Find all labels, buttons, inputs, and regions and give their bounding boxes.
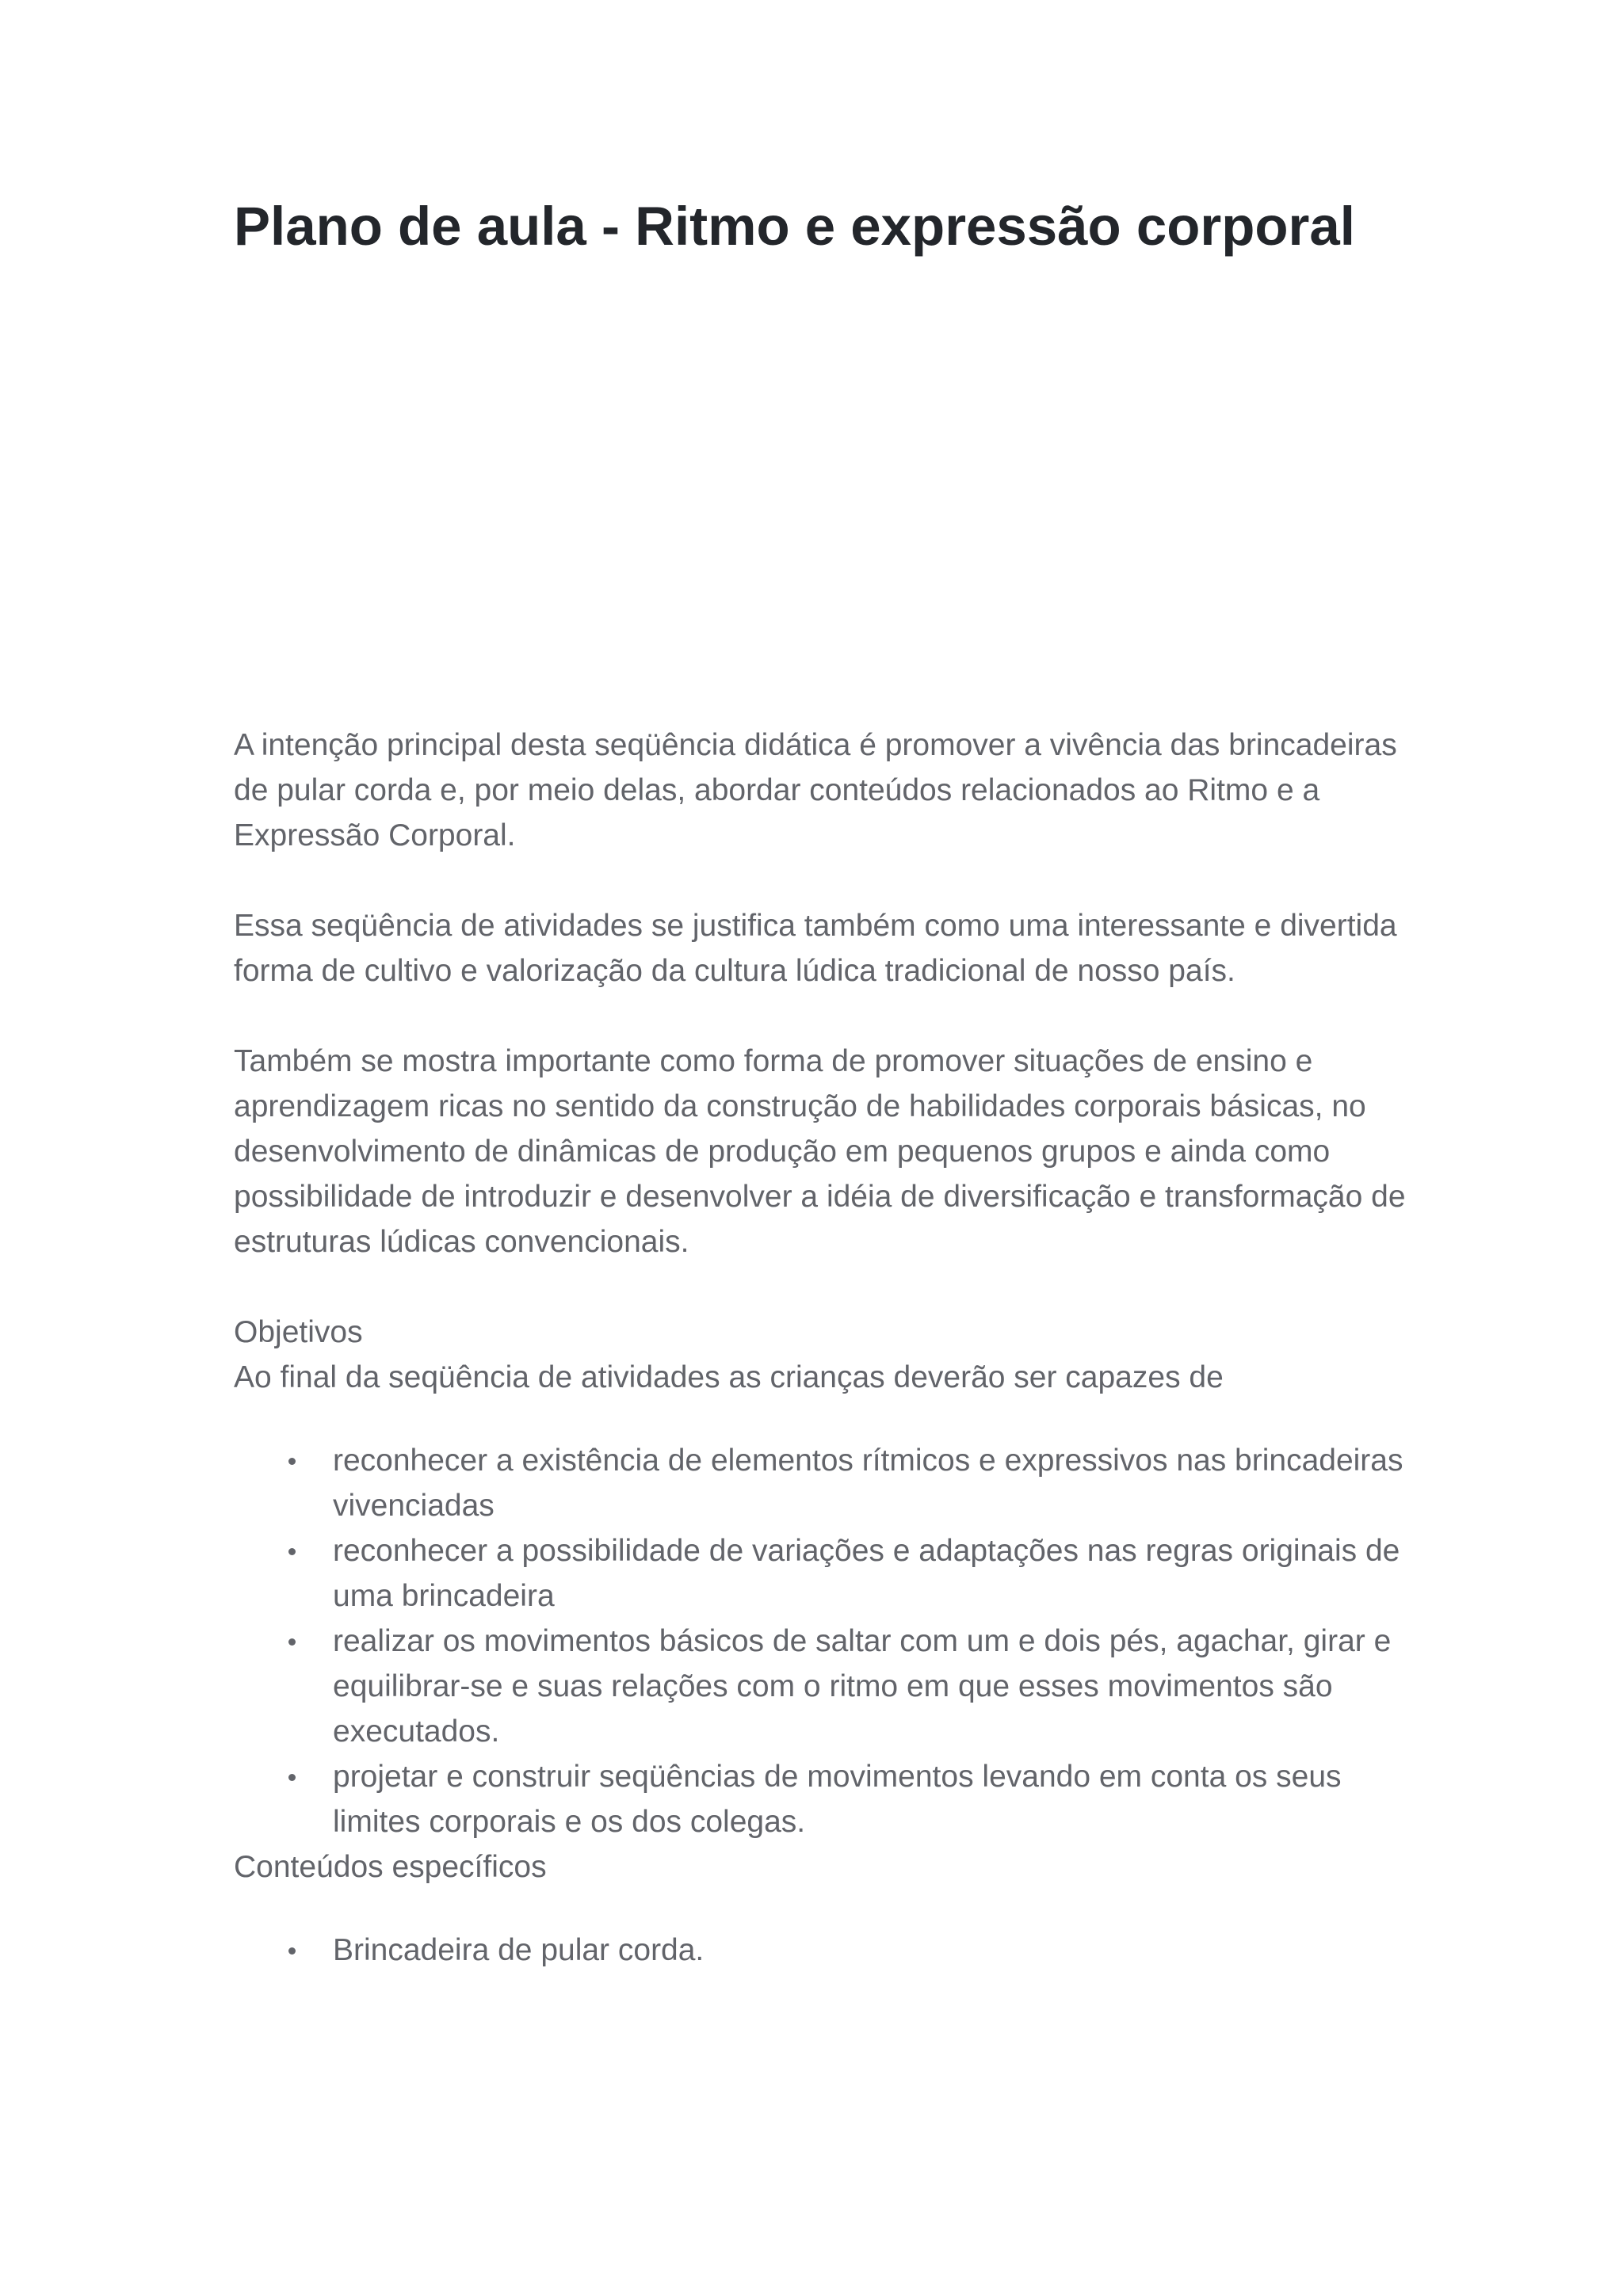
objetivos-list-item: reconhecer a existência de elementos rítmicos e expressivos nas brincadeiras vivenciadas [234,1438,1407,1528]
objetivos-list-item: projetar e construir seqüências de movimentos levando em conta os seus limites corporais e os dos colegas. [234,1754,1407,1844]
objetivos-list-item: reconhecer a possibilidade de variações e adaptações nas regras originais de uma brincadeira [234,1528,1407,1619]
document-title: Plano de aula - Ritmo e expressão corporal [234,196,1355,257]
conteudos-list-item: Brincadeira de pular corda. [234,1928,1407,1973]
paragraph-spacer [234,858,1407,903]
document-body [234,723,1407,1973]
objetivos-heading: Objetivos [234,1315,363,1349]
intro-paragraph-3: Também se mostra importante como forma de promover situações de ensino e aprendizagem ricas no sentido da construção de habilidades corporais básicas, no desenvolvimento de dinâmicas de produção em pequenos grupos e ainda como possibilidade de introduzir e desenvolver a idéia de diversificação e transformação de estruturas lúdicas convencionais. [234,1044,1406,1259]
objetivos-list [234,1438,1407,1844]
intro-paragraph-2: Essa seqüência de atividades se justifica também como uma interessante e divertida forma de cultivo e valorização da cultura lúdica tradicional de nosso país. [234,909,1397,988]
paragraph-spacer [234,994,1407,1039]
intro-paragraph-1: A intenção principal desta seqüência didática é promover a vivência das brincadeiras de pular corda e, por meio delas, abordar conteúdos relacionados ao Ritmo e a Expressão Corporal. [234,728,1397,852]
conteudos-list [234,1928,1407,1973]
objetivos-list-item: realizar os movimentos básicos de saltar com um e dois pés, agachar, girar e equilibrar-se e suas relações com o ritmo em que esses movimentos são executados. [234,1619,1407,1754]
conteudos-heading: Conteúdos específicos [234,1850,547,1884]
paragraph-spacer [234,1264,1407,1310]
objetivos-lead: Ao final da seqüência de atividades as crianças deverão ser capazes de [234,1360,1224,1394]
